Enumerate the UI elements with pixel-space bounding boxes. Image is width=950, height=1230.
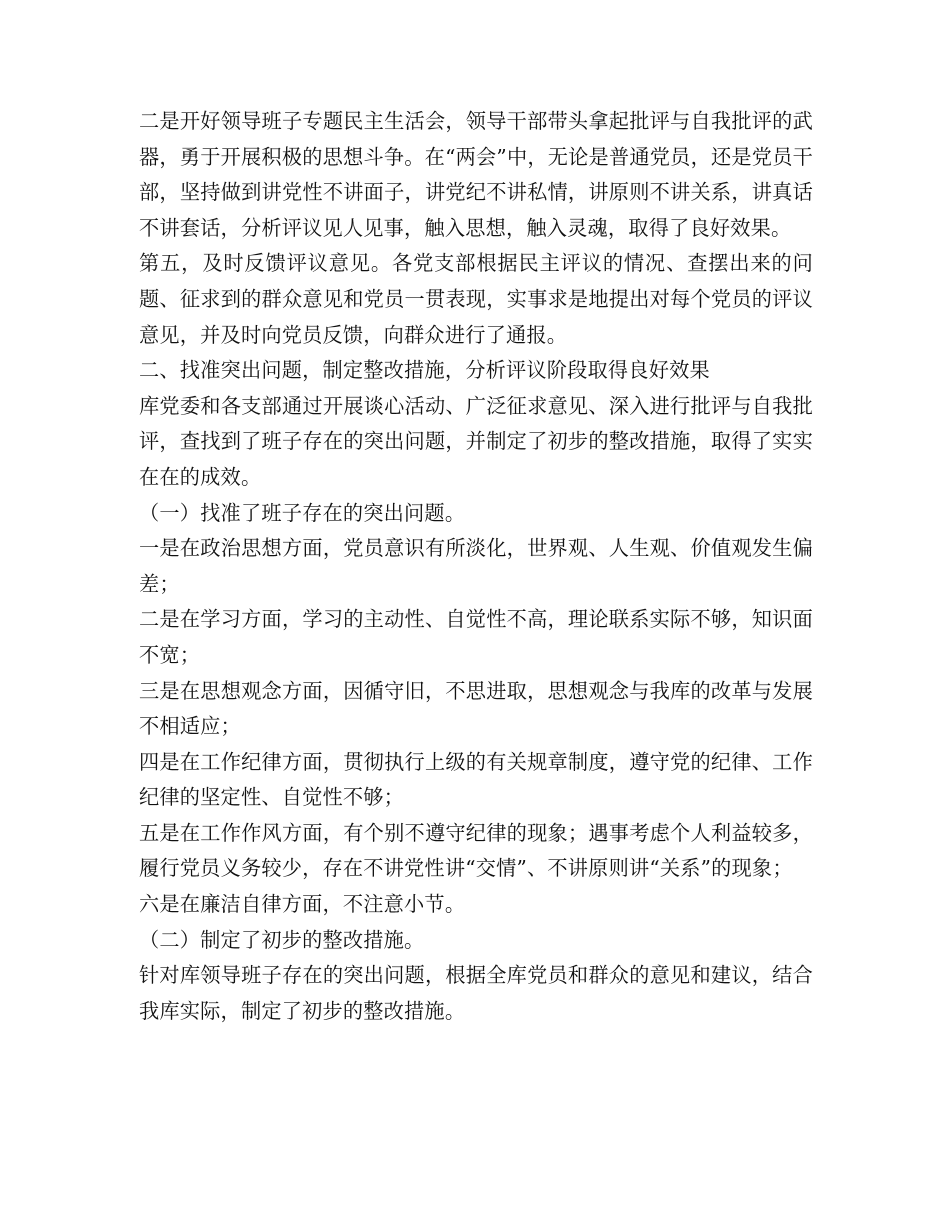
paragraph-measures: 针对库领导班子存在的突出问题，根据全库党员和群众的意见和建议，结合我库实际，制定了初步的整改措施。 xyxy=(139,963,813,1023)
paragraph-feedback: 第五，及时反馈评议意见。各党支部根据民主评议的情况、查摆出来的问题、征求到的群众意见和党员一贯表现，实事求是地提出对每个党员的评议意见，并及时向党员反馈，向群众进行了通报。 xyxy=(139,251,813,347)
paragraph-section-two-intro: 库党委和各支部通过开展谈心活动、广泛征求意见、深入进行批评与自我批评，查找到了班子存在的突出问题，并制定了初步的整改措施，取得了实实在在的成效。 xyxy=(139,393,813,489)
section-heading-two: 二、找准突出问题，制定整改措施，分析评议阶段取得良好效果 xyxy=(139,358,710,383)
list-item-work-style: 五是在工作作风方面，有个别不遵守纪律的现象；遇事考虑个人利益较多，履行党员义务较少，存在不讲党性讲“交情”、不讲原则讲“关系”的现象； xyxy=(139,820,813,881)
list-item-integrity: 六是在廉洁自律方面，不注意小节。 xyxy=(139,892,466,917)
subheading-measures: （二）制定了初步的整改措施。 xyxy=(139,927,425,952)
document-body xyxy=(139,104,813,1029)
list-item-political-thought: 一是在政治思想方面，党员意识有所淡化，世界观、人生观、价值观发生偏差； xyxy=(139,536,813,596)
subheading-problems: （一）找准了班子存在的突出问题。 xyxy=(139,500,466,525)
paragraph-democratic-life-meeting: 二是开好领导班子专题民主生活会，领导干部带头拿起批评与自我批评的武器，勇于开展积极的思想斗争。在“两会”中，无论是普通党员，还是党员干部，坚持做到讲党性不讲面子，讲党纪不讲私情，讲原则不讲关系，讲真话不讲套话，分析评议见人见事，触入思想，触入灵魂，取得了良好效果。 xyxy=(139,109,813,240)
list-item-discipline: 四是在工作纪律方面，贯彻执行上级的有关规章制度，遵守党的纪律、工作纪律的坚定性、自觉性不够； xyxy=(139,749,813,810)
list-item-learning: 二是在学习方面，学习的主动性、自觉性不高，理论联系实际不够，知识面不宽； xyxy=(139,607,813,667)
list-item-ideas: 三是在思想观念方面，因循守旧，不思进取，思想观念与我库的改革与发展不相适应； xyxy=(139,678,813,739)
